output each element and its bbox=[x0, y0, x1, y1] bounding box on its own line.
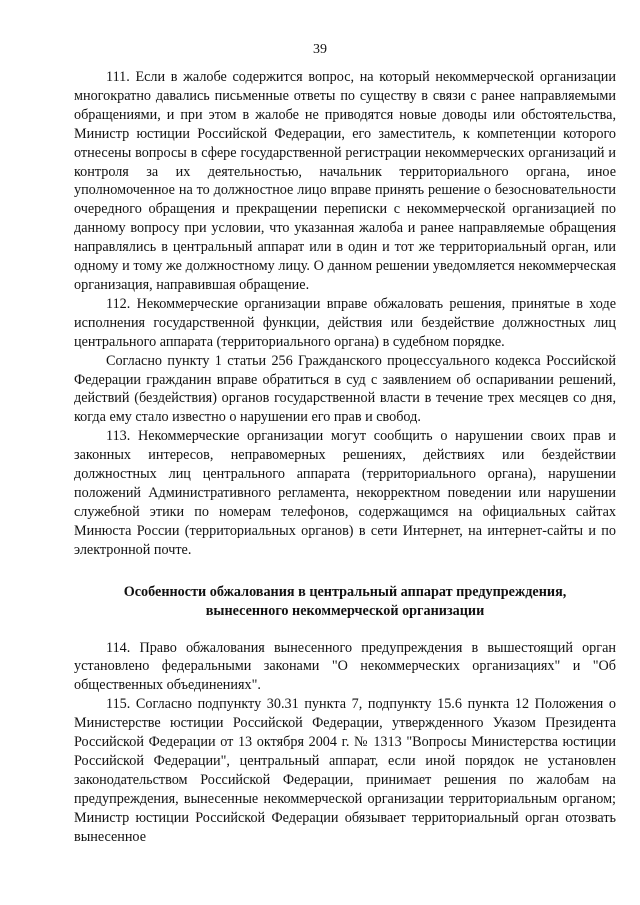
document-body bbox=[74, 68, 616, 847]
paragraph-113: 113. Некоммерческие организации могут сообщить о нарушении своих прав и законных интересов, неправомерных решениях, действиях или бездействии должностных лиц центрального аппарата (территориального органа), нарушении положений Административного регламента, некорректном поведении или нарушении служебной этики по номерам телефонов, содержащимся на официальных сайтах Минюста России (территориальных органов) в сети Интернет, на интернет-сайты и по электронной почте. bbox=[74, 428, 616, 558]
section-heading-line-1: Особенности обжалования в центральный аппарат предупреждения, bbox=[123, 583, 567, 600]
paragraph-112-court-appeal: Согласно пункту 1 статьи 256 Гражданского процессуального кодекса Российской Федерации гражданин вправе обратиться в суд с заявлением об оспаривании решений, действий (бездействия) органов государственной власти в течение трех месяцев со дня, когда ему стало известно о нарушении его прав и свобод. bbox=[74, 352, 616, 426]
page-number: 39 bbox=[313, 42, 327, 57]
paragraph-115: 115. Согласно подпункту 30.31 пункта 7, подпункту 15.6 пункта 12 Положения о Министерстве юстиции Российской Федерации, утвержденного Указом Президента Российской Федерации от 13 октября 2004 г. № 1313 "Вопросы Министерства юстиции Российской Федерации", центральный аппарат, если иной порядок не установлен законодательством Российской Федерации, принимает решения по жалобам на предупреждения, вынесенные некоммерческой организации территориальным органом; Министр юстиции Российской Федерации обязывает территориальный орган отозвать вынесенное bbox=[74, 696, 616, 845]
paragraph-111: 111. Если в жалобе содержится вопрос, на который некоммерческой организации многократно давались письменные ответы по существу в связи с ранее направляемыми обращениями, и при этом в жалобе не приводятся новые доводы или обстоятельства, Министр юстиции Российской Федерации, его заместитель, к компетенции которого отнесены вопросы в сфере государственной регистрации некоммерческих организаций и контроля за их деятельностью, начальник территориального органа, иное уполномоченное на то должностное лицо вправе принять решение о безосновательности очередного обращения и прекращении переписки с некоммерческой организацией по данному вопросу при условии, что указанная жалоба и ранее направляемые обращения направлялись в центральный аппарат или в один и тот же территориальный орган, или одному и тому же должностному лицу. О данном решении уведомляется некоммерческая организация, направившая обращение. bbox=[74, 69, 616, 293]
section-heading-line-2: вынесенного некоммерческой организации bbox=[205, 603, 485, 620]
paragraph-114: 114. Право обжалования вынесенного предупреждения в вышестоящий орган установлено федеральными законами "О некоммерческих организациях" и "Об общественных объединениях". bbox=[74, 639, 616, 694]
section-heading bbox=[74, 583, 616, 622]
paragraph-112: 112. Некоммерческие организации вправе обжаловать решения, принятые в ходе исполнения государственной функции, действия или бездействие должностных лиц центрального аппарата (территориального органа) в судебном порядке. bbox=[74, 295, 616, 350]
